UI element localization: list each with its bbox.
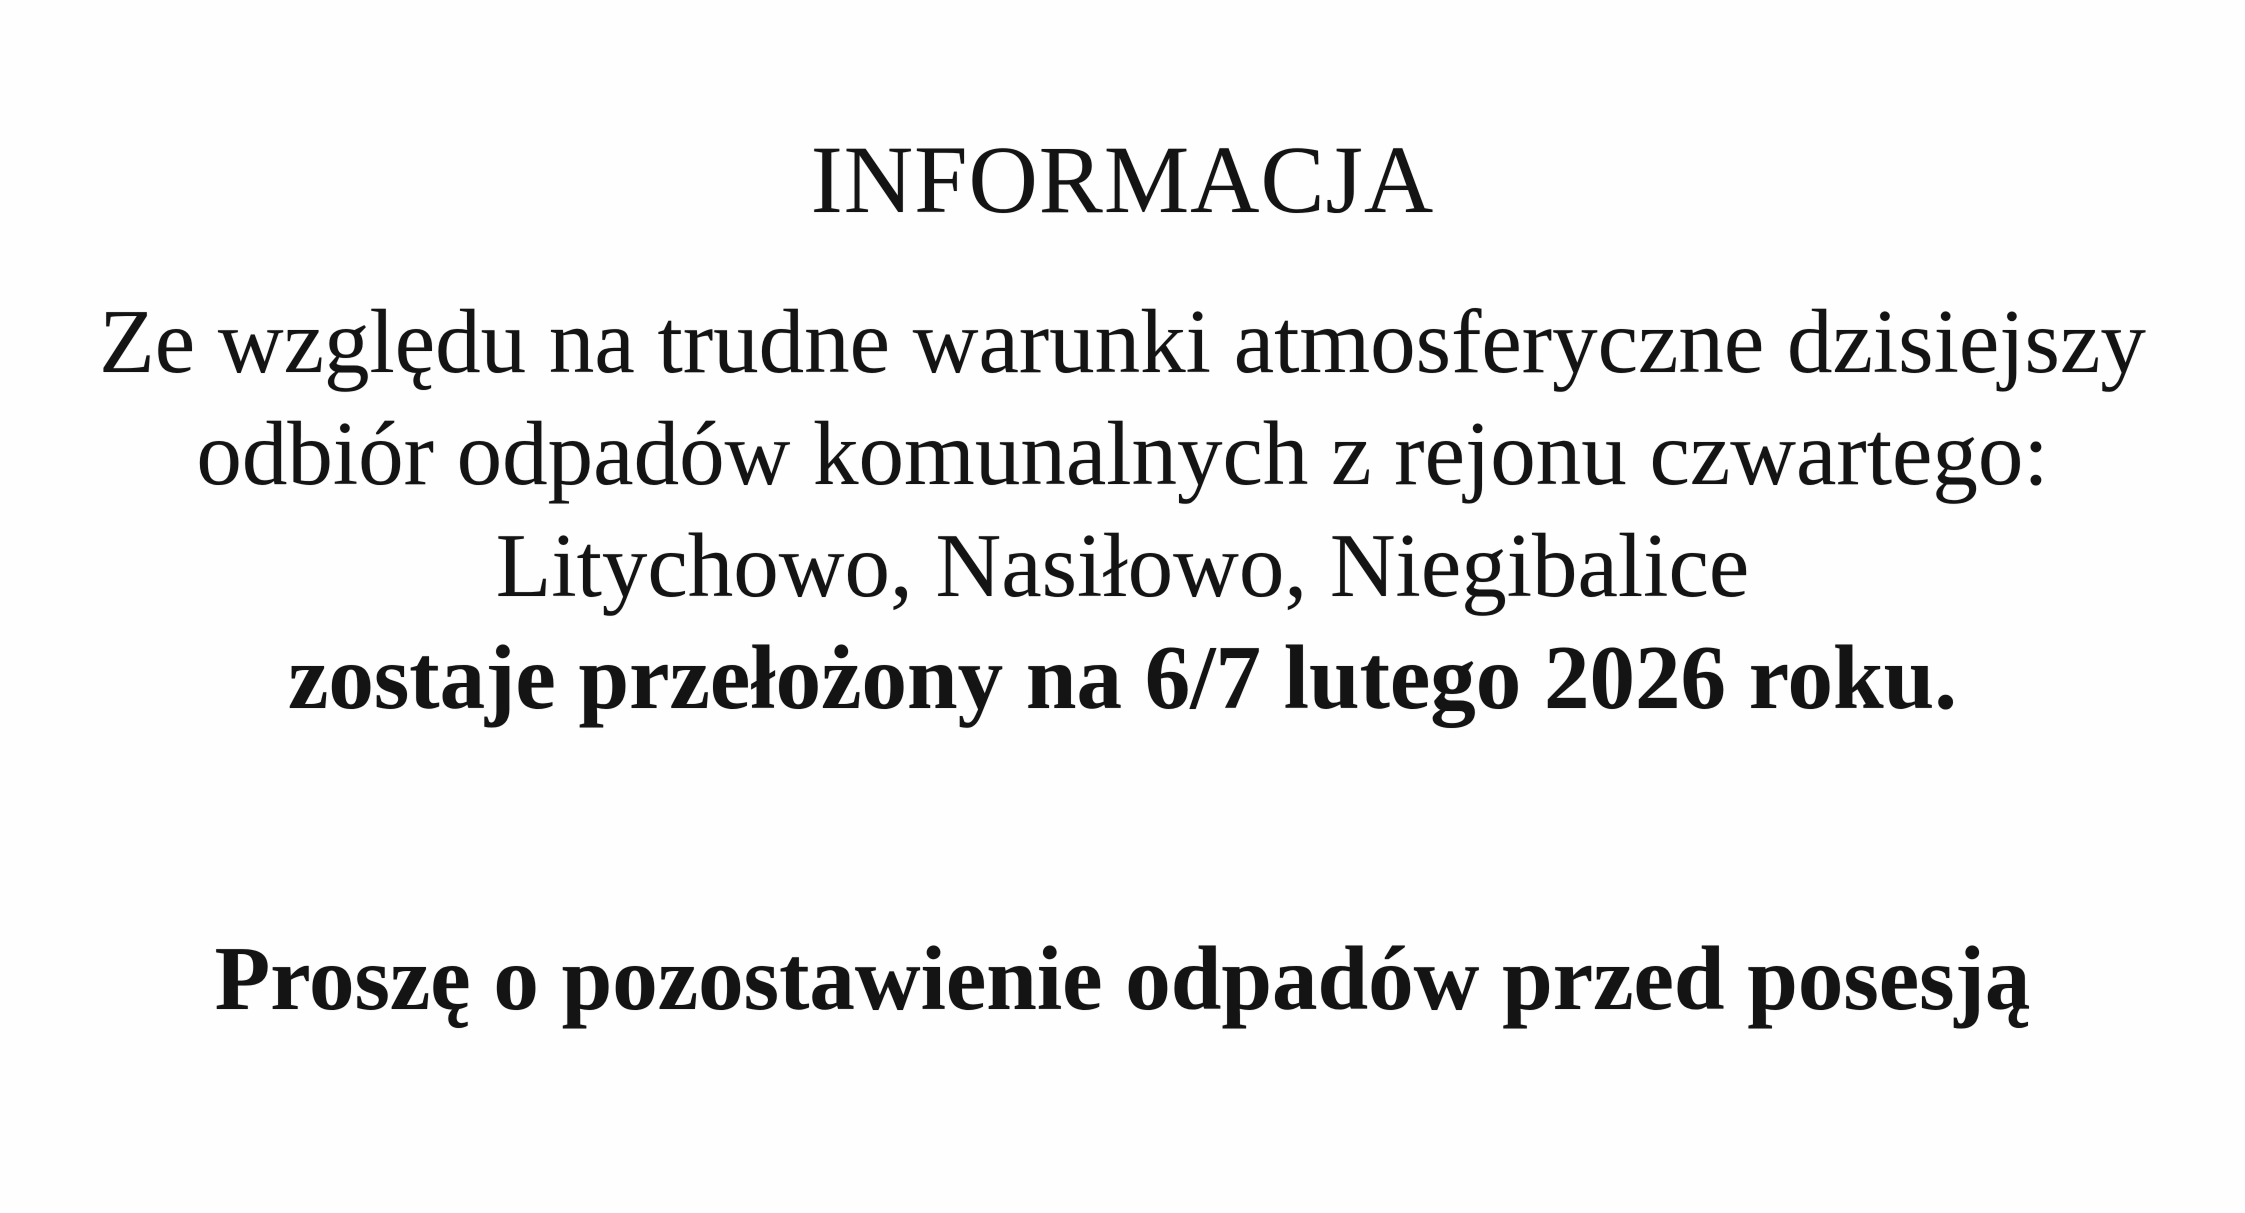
- notice-footer-request: Proszę o pozostawienie odpadów przed posesją: [214, 928, 2031, 1029]
- notice-line-new-date: zostaje przełożony na 6/7 lutego 2026 roku.: [287, 627, 1958, 728]
- notice-line-villages: Litychowo, Nasiłowo, Niegibalice: [495, 515, 1750, 616]
- notice-title: INFORMACJA: [810, 126, 1435, 233]
- notice-line-reason: Ze względu na trudne warunki atmosferyczne dzisiejszy: [99, 291, 2146, 392]
- notice-line-region: odbiór odpadów komunalnych z rejonu czwartego:: [196, 403, 2049, 504]
- notice-body: [0, 286, 2245, 734]
